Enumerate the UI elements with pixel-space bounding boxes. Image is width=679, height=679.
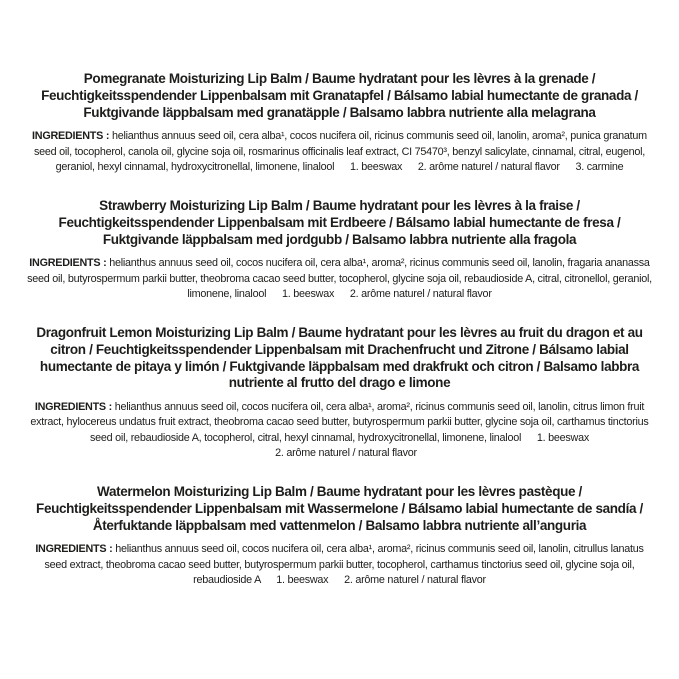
footnote-beeswax: 1. beeswax <box>350 160 403 173</box>
ingredients-label: INGREDIENTS : <box>29 257 107 270</box>
ingredients-paragraph <box>26 542 653 588</box>
product-title: Pomegranate Moisturizing Lip Balm / Baume hydratant pour les lèvres à la grenade / Feuchtigkeitsspendender Lippenbalsam mit Granatapfel / Bálsamo labial humectante de granada / Fuktgivande läppbalsam med granatäpple / Balsamo labbra nutriente alla melagrana <box>41 71 638 120</box>
product-block-watermelon <box>26 484 653 588</box>
footnote-natural-flavor: 2. arôme naturel / natural flavor <box>344 573 486 586</box>
product-block-pomegranate <box>26 71 653 175</box>
ingredients-text: helianthus annuus seed oil, cocos nucifera oil, cera alba¹, aroma², ricinus communis seed oil, lanolin, citrullus lanatus seed extract, theobroma cacao seed butter, butyrospermum parkii butter, tocopherol, carthamus tinctorius seed oil, glycine soja oil, rebaudioside A <box>44 543 644 586</box>
ingredients-label: INGREDIENTS : <box>32 130 110 143</box>
ingredients-paragraph <box>26 129 653 175</box>
ingredients-text: helianthus annuus seed oil, cocos nucifera oil, cera alba¹, aroma², ricinus communis seed oil, lanolin, citrus limon fruit extract, hylocereus undatus fruit extract, theobroma cacao seed butter, butyrospermum parkii butter, glycine soja oil, carthamus tinctorius seed oil, rebaudioside A, tocopherol, citral, hexyl cinnamal, hydroxycitronellal, limonene, linalool <box>30 401 649 444</box>
product-block-dragonfruit-lemon <box>26 325 653 461</box>
footnote-beeswax: 1. beeswax <box>282 287 335 300</box>
footnote-natural-flavor: 2. arôme naturel / natural flavor <box>349 287 492 300</box>
product-title: Strawberry Moisturizing Lip Balm / Baume hydratant pour les lèvres à la fraise / Feuchtigkeitsspendender Lippenbalsam mit Erdbeere / Bálsamo labial humectante de fresa / Fuktgivande läppbalsam med jordgubb / Balsamo labbra nutriente alla fragola <box>58 198 621 247</box>
product-title: Watermelon Moisturizing Lip Balm / Baume hydratant pour les lèvres pastèque / Feuchtigkeitsspendender Lippenbalsam mit Wassermelone / Bálsamo labial humectante de sandía / Återfuktande läppbalsam med vattenmelon / Balsamo labbra nutriente all’anguria <box>36 484 643 533</box>
product-block-strawberry <box>26 198 653 302</box>
ingredients-label: INGREDIENTS : <box>34 401 112 414</box>
product-title: Dragonfruit Lemon Moisturizing Lip Balm / Baume hydratant pour les lèvres au fruit du dragon et au citron / Feuchtigkeitsspendender Lippenbalsam mit Drachenfrucht und Zitrone / Bálsamo labial humectante de pitaya y limón / Fuktgivande läppbalsam med drakfrukt och citron / Balsamo labbra nutriente al frutto del drago e limone <box>36 325 643 391</box>
footnote-carmine: 3. carmine <box>575 160 624 173</box>
ingredients-paragraph <box>26 400 653 461</box>
ingredients-text: helianthus annuus seed oil, cocos nucifera oil, cera alba¹, aroma², ricinus communis seed oil, lanolin, fragaria ananassa seed oil, butyrospermum parkii butter, theobroma cacao seed butter, tocopherol, glycine soja oil, rebaudioside A, citral, citronellol, geraniol, limonene, linalool <box>27 257 652 300</box>
footnote-natural-flavor: 2. arôme naturel / natural flavor <box>417 160 560 173</box>
footnote-beeswax: 1. beeswax <box>536 431 589 444</box>
ingredients-paragraph <box>26 256 653 302</box>
footnote-beeswax: 1. beeswax <box>276 573 329 586</box>
ingredients-label: INGREDIENTS : <box>35 543 113 556</box>
footnote-natural-flavor: 2. arôme naturel / natural flavor <box>275 446 417 459</box>
ingredients-text: helianthus annuus seed oil, cera alba¹, cocos nucifera oil, ricinus communis seed oil, lanolin, aroma², punica granatum seed oil, tocopherol, canola oil, glycine soja oil, rosmarinus officinalis leaf extract, CI 75470³, benzyl salicylate, cinnamal, citral, eugenol, geraniol, hexyl cinnamal, hydroxycitronellal, limonene, linalool <box>33 130 647 173</box>
